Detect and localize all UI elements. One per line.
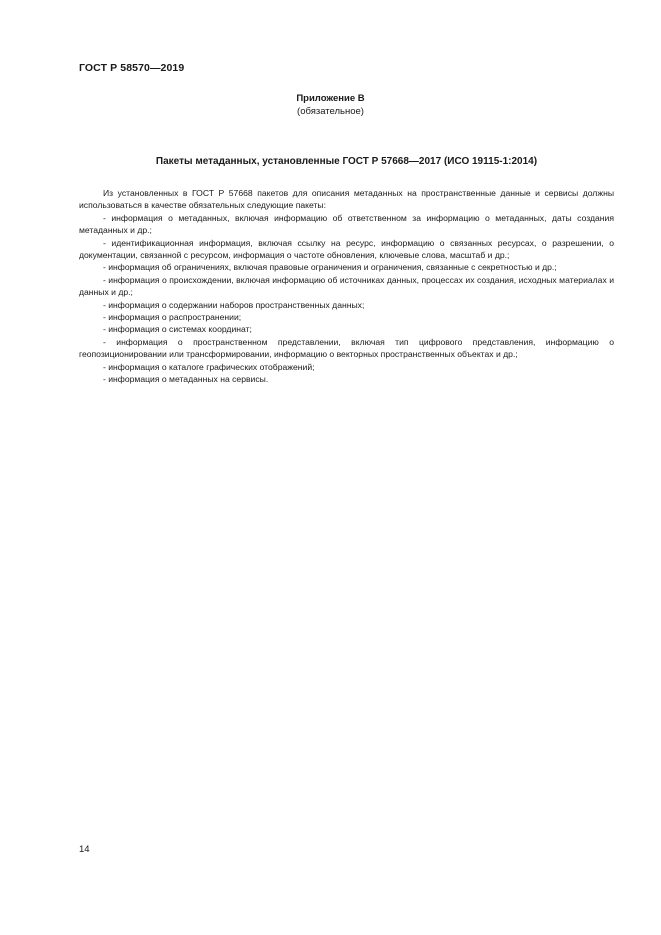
list-item: - информация о происхождении, включая информацию об источниках данных, процессах их создания, исходных материалах и данных и др.; (79, 274, 614, 298)
page-number: 14 (79, 844, 90, 855)
list-item: - идентификационная информация, включая ссылку на ресурс, информацию о связанных ресурсах, о разрешении, о документации, связанной с ресурсом, информация о частоте обновления, ключевые слова, масштаб и др.; (79, 237, 614, 261)
document-id-header: ГОСТ Р 58570—2019 (79, 62, 185, 74)
appendix-heading (0, 92, 661, 118)
list-item: - информация о распространении; (103, 312, 242, 323)
list-item: - информация о каталоге графических отображений; (103, 361, 315, 372)
list-item: - информация о пространственном представлении, включая тип цифрового представления, информацию о геопозиционировании или трансформировании, информацию о векторных пространственных объектах и др.; (79, 336, 614, 360)
list-item: - информация о системах координат; (103, 324, 252, 335)
intro-paragraph: Из установленных в ГОСТ Р 57668 пакетов для описания метаданных на пространственные данные и сервисы должны использоваться в качестве обязательных следующие пакеты: (79, 188, 614, 211)
body-text (79, 187, 614, 386)
list-item: - информация о содержании наборов пространственных данных; (103, 299, 365, 310)
section-title: Пакеты метаданных, установленные ГОСТ Р 57668—2017 (ИСО 19115-1:2014) (155, 156, 538, 167)
list-item: - информация о метаданных на сервисы. (103, 374, 269, 385)
list-item: - информация о метаданных, включая информацию об ответственном за информацию о метаданных, даты создания метаданных и др.; (79, 212, 614, 236)
appendix-status: (обязательное) (297, 106, 364, 117)
list-item: - информация об ограничениях, включая правовые ограничения и ограничения, связанные с секретностью и др.; (103, 262, 557, 273)
appendix-title: Приложение В (296, 93, 365, 104)
